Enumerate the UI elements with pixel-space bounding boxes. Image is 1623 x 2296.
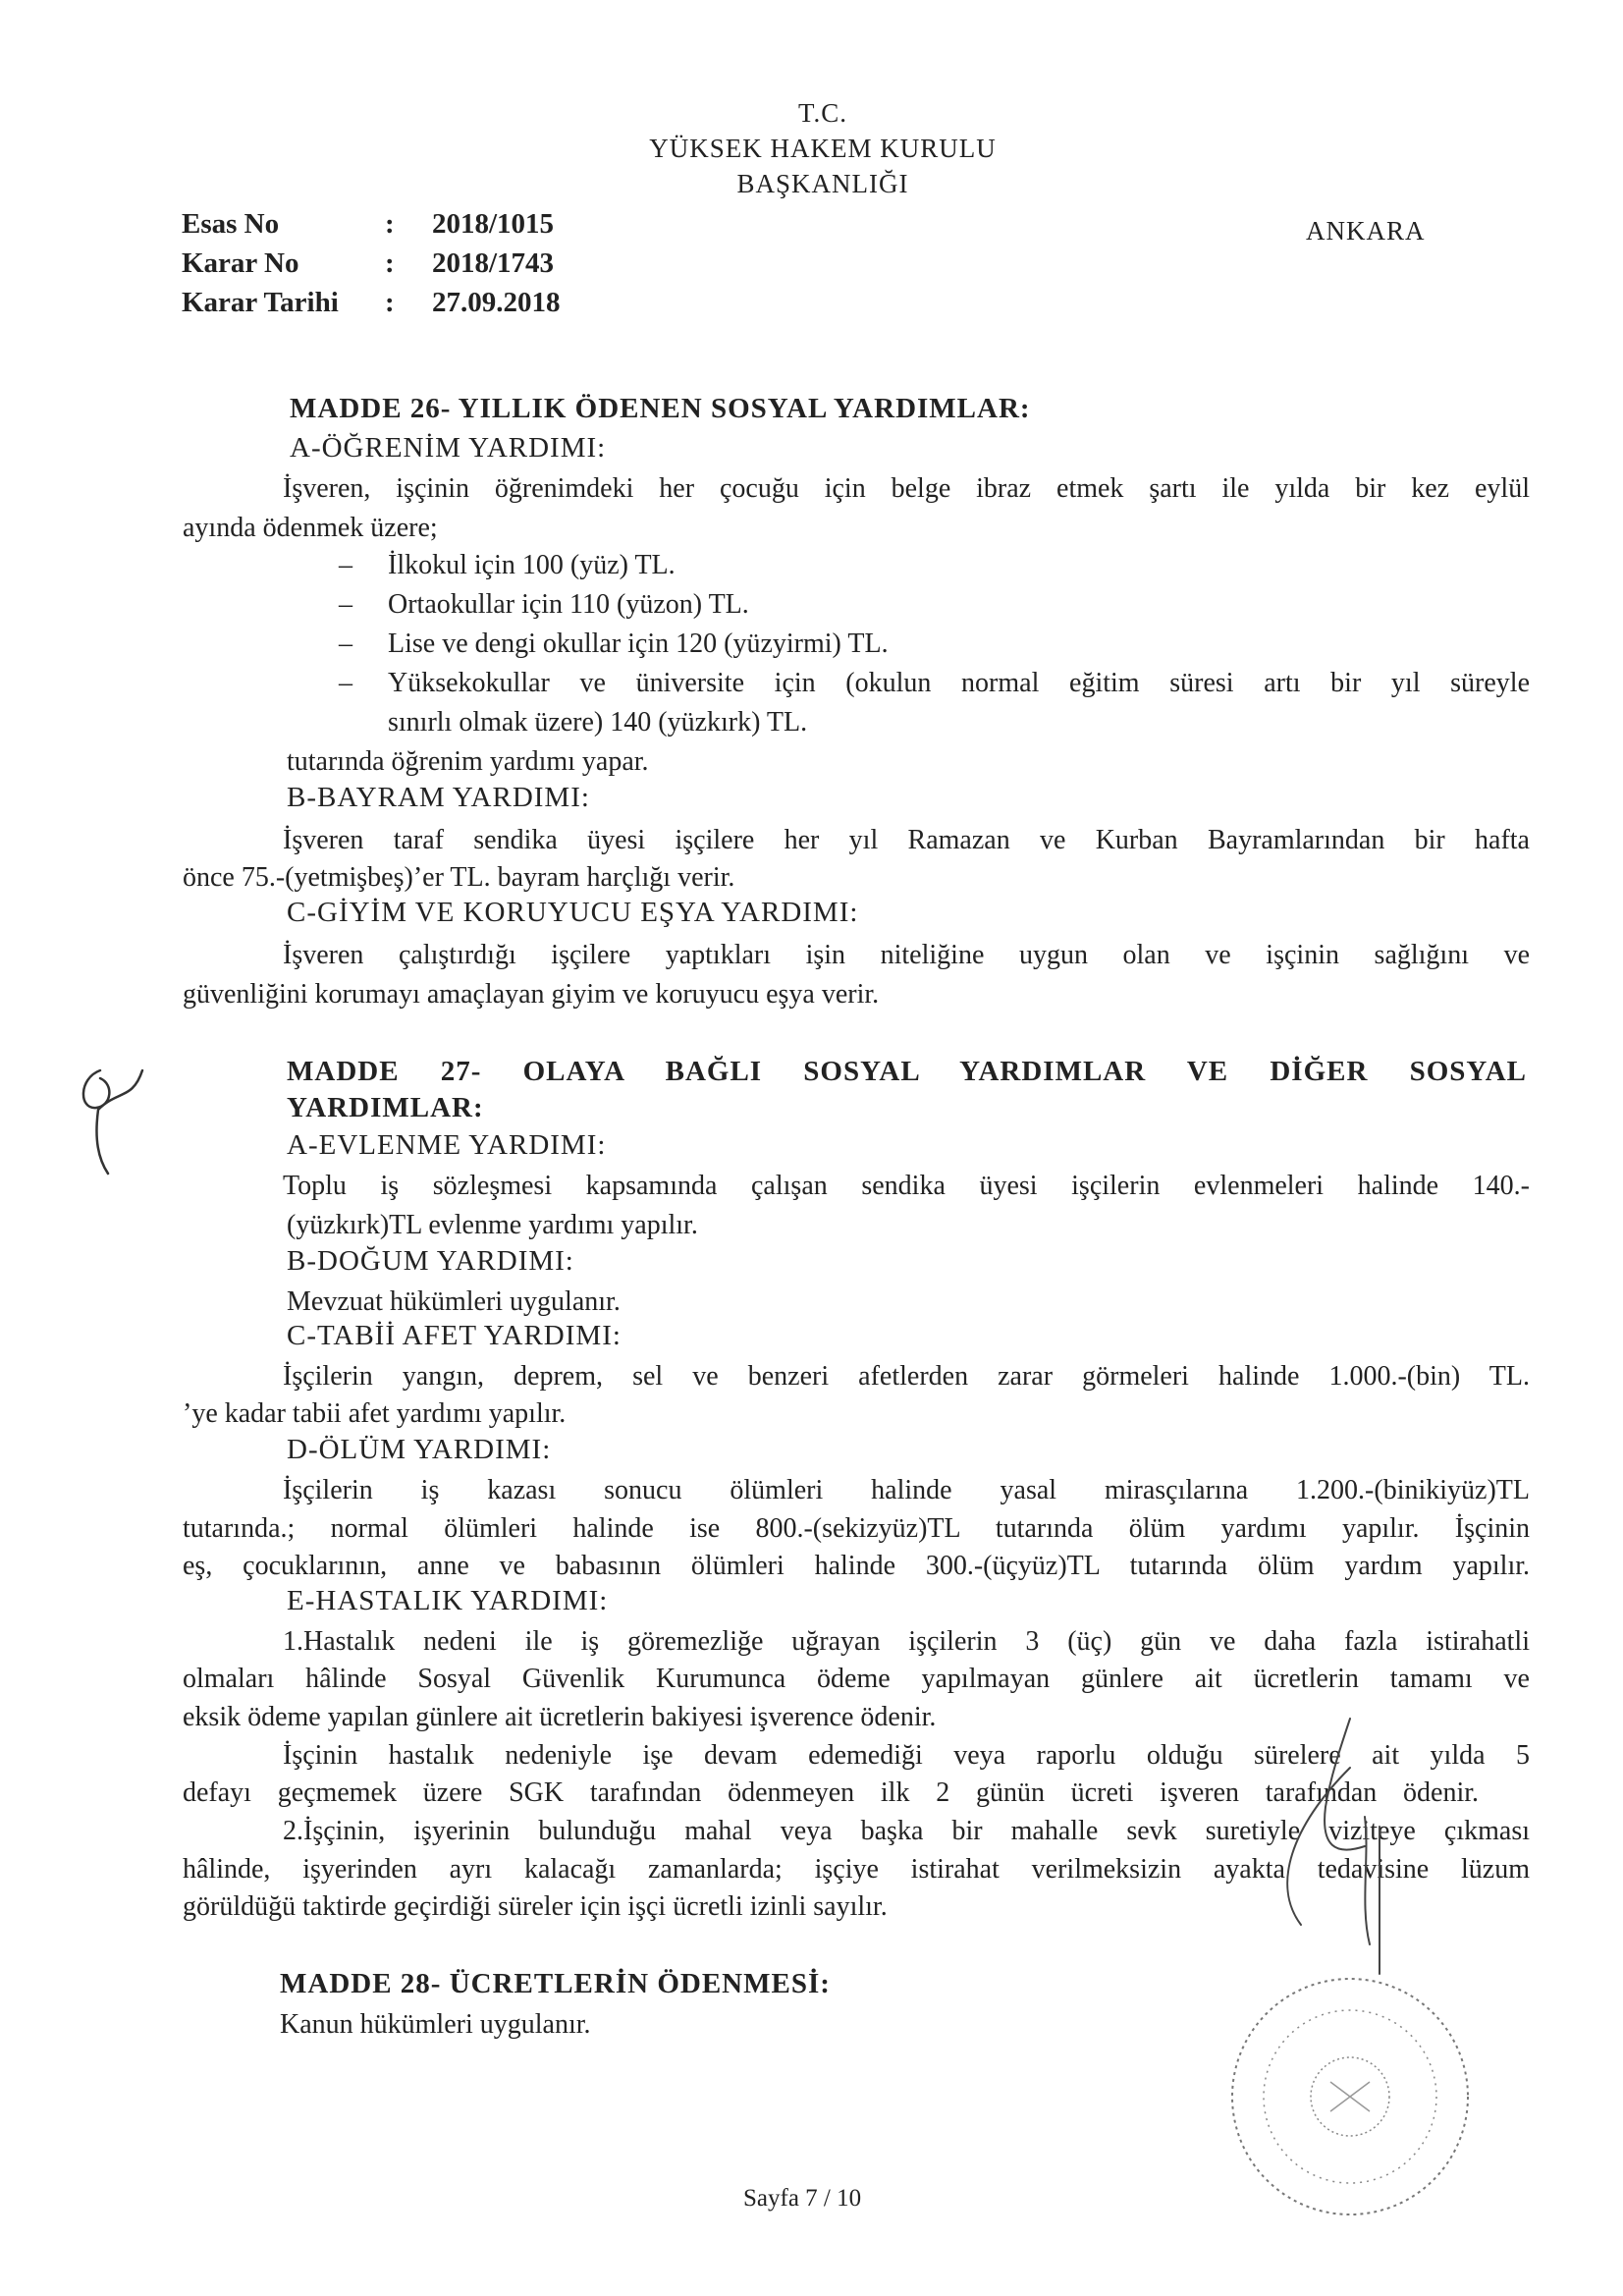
meta-karar-label: Karar No xyxy=(182,247,299,279)
meta-colon: : xyxy=(385,287,395,318)
paragraph-line: önce 75.-(yetmişbeş)’er TL. bayram harçlığı verir. xyxy=(183,862,735,893)
page-number: Sayfa 7 / 10 xyxy=(743,2185,862,2212)
meta-esas-label: Esas No xyxy=(182,208,280,240)
header-presidency: BAŞKANLIĞI xyxy=(736,169,909,198)
meta-esas-value: 2018/1015 xyxy=(432,208,555,240)
paragraph-line: eş, çocuklarının, anne ve babasının ölümleri halinde 300.-(üçyüz)TL tutarında ölüm yardım yapılır. xyxy=(183,1551,1530,1581)
section-c-title: C-GİYİM VE KORUYUCU EŞYA YARDIMI: xyxy=(287,897,859,928)
meta-karar-value: 2018/1743 xyxy=(432,247,555,279)
header-city: ANKARA xyxy=(1306,216,1426,246)
paragraph-line: ’ye kadar tabii afet yardımı yapılır. xyxy=(183,1398,567,1429)
list-item: Ortaokullar için 110 (yüzon) TL. xyxy=(388,589,749,620)
list-item: Lise ve dengi okullar için 120 (yüzyirmi) TL. xyxy=(388,629,889,659)
madde-26-title: MADDE 26- YILLIK ÖDENEN SOSYAL YARDIMLAR: xyxy=(290,393,1031,424)
paragraph-line: defayı geçmemek üzere SGK tarafından ödenmeyen ilk 2 günün ücreti işveren tarafından ödenir. xyxy=(183,1777,1479,1808)
paragraph-line: İşçilerin iş kazası sonucu ölümleri halinde yasal mirasçılarına 1.200.-(binikiyüz)TL xyxy=(283,1475,1530,1505)
bullet-dash: – xyxy=(339,589,352,620)
paragraph-line: İşçinin hastalık nedeniyle işe devam edemediği veya raporlu olduğu sürelere ait yılda 5 xyxy=(283,1740,1530,1771)
signature-icon xyxy=(1232,1709,1429,1984)
meta-tarih-value: 27.09.2018 xyxy=(432,287,561,318)
bullet-dash: – xyxy=(339,629,352,659)
paragraph-line: İşveren çalıştırdığı işçilere yaptıkları işin niteliğine uygun olan ve işçinin sağlığını ve xyxy=(283,940,1530,970)
section-b-title: B-BAYRAM YARDIMI: xyxy=(287,782,590,813)
meta-tarih-label: Karar Tarihi xyxy=(182,287,339,318)
paragraph-line: Toplu iş sözleşmesi kapsamında çalışan sendika üyesi işçilerin evlenmeleri halinde 140.- xyxy=(283,1171,1530,1201)
paragraph-line: Kanun hükümleri uygulanır. xyxy=(280,2009,591,2040)
madde-28-title: MADDE 28- ÜCRETLERİN ÖDENMESİ: xyxy=(280,1968,831,1999)
official-seal-icon xyxy=(1217,1964,1483,2229)
bullet-dash: – xyxy=(339,668,352,698)
paragraph-line: eksik ödeme yapılan günlere ait ücretlerin bakiyesi işverence ödenir. xyxy=(183,1702,937,1732)
list-item: İlkokul için 100 (yüz) TL. xyxy=(388,550,676,580)
paragraph-line: hâlinde, işyerinden ayrı kalacağı zamanlarda; işçiye istirahat verilmeksizin ayakta tedavisine lüzum xyxy=(183,1854,1530,1885)
paragraph-line: güvenliğini korumayı amaçlayan giyim ve koruyucu eşya verir. xyxy=(183,979,880,1010)
paragraph-line: İşçilerin yangın, deprem, sel ve benzeri afetlerden zarar görmeleri halinde 1.000.-(bin) TL. xyxy=(283,1361,1530,1392)
paragraph-line: tutarında öğrenim yardımı yapar. xyxy=(287,746,649,777)
section-a-title: A-EVLENME YARDIMI: xyxy=(287,1129,607,1161)
paragraph-line: tutarında.; normal ölümleri halinde ise 800.-(sekizyüz)TL tutarında ölüm yardımı yapılır. İşçinin xyxy=(183,1513,1530,1544)
paragraph-line: 1.Hastalık nedeni ile iş göremezliğe uğrayan işçilerin 3 (üç) gün ve daha fazla istirahatli xyxy=(283,1626,1530,1657)
header-tc: T.C. xyxy=(798,98,847,128)
paragraph-line: olmaları hâlinde Sosyal Güvenlik Kurumunca ödeme yapılmayan günlere ait ücretlerin tamamı ve xyxy=(183,1664,1530,1694)
paragraph-line: İşveren taraf sendika üyesi işçilere her yıl Ramazan ve Kurban Bayramlarından bir hafta xyxy=(283,825,1530,855)
section-b-title: B-DOĞUM YARDIMI: xyxy=(287,1245,574,1277)
handwritten-initial-icon xyxy=(39,1051,157,1188)
list-item-continuation: sınırlı olmak üzere) 140 (yüzkırk) TL. xyxy=(388,707,808,738)
section-e-title: E-HASTALIK YARDIMI: xyxy=(287,1585,609,1616)
paragraph-line: 2.İşçinin, işyerinin bulunduğu mahal veya başka bir mahalle sevk suretiyle viziteye çıkması xyxy=(283,1816,1530,1846)
list-item: Yüksekokullar ve üniversite için (okulun normal eğitim süresi artı bir yıl süreyle xyxy=(388,668,1530,698)
meta-colon: : xyxy=(385,208,395,240)
madde-27-title: MADDE 27- OLAYA BAĞLI SOSYAL YARDIMLAR VE DİĞER SOSYAL xyxy=(287,1056,1527,1087)
meta-colon: : xyxy=(385,247,395,279)
paragraph-line: ayında ödenmek üzere; xyxy=(183,513,438,543)
section-d-title: D-ÖLÜM YARDIMI: xyxy=(287,1434,552,1465)
paragraph-line: görüldüğü taktirde geçirdiği süreler için işçi ücretli izinli sayılır. xyxy=(183,1891,888,1922)
paragraph-line: (yüzkırk)TL evlenme yardımı yapılır. xyxy=(287,1210,698,1240)
bullet-dash: – xyxy=(339,550,352,580)
section-c-title: C-TABİİ AFET YARDIMI: xyxy=(287,1320,622,1351)
madde-27-title-cont: YARDIMLAR: xyxy=(287,1092,484,1123)
section-a-title: A-ÖĞRENİM YARDIMI: xyxy=(290,432,607,464)
header-institution: YÜKSEK HAKEM KURULU xyxy=(649,134,997,163)
paragraph-line: İşveren, işçinin öğrenimdeki her çocuğu için belge ibraz etmek şartı ile yılda bir kez eylül xyxy=(283,473,1530,504)
paragraph-line: Mevzuat hükümleri uygulanır. xyxy=(287,1286,621,1317)
